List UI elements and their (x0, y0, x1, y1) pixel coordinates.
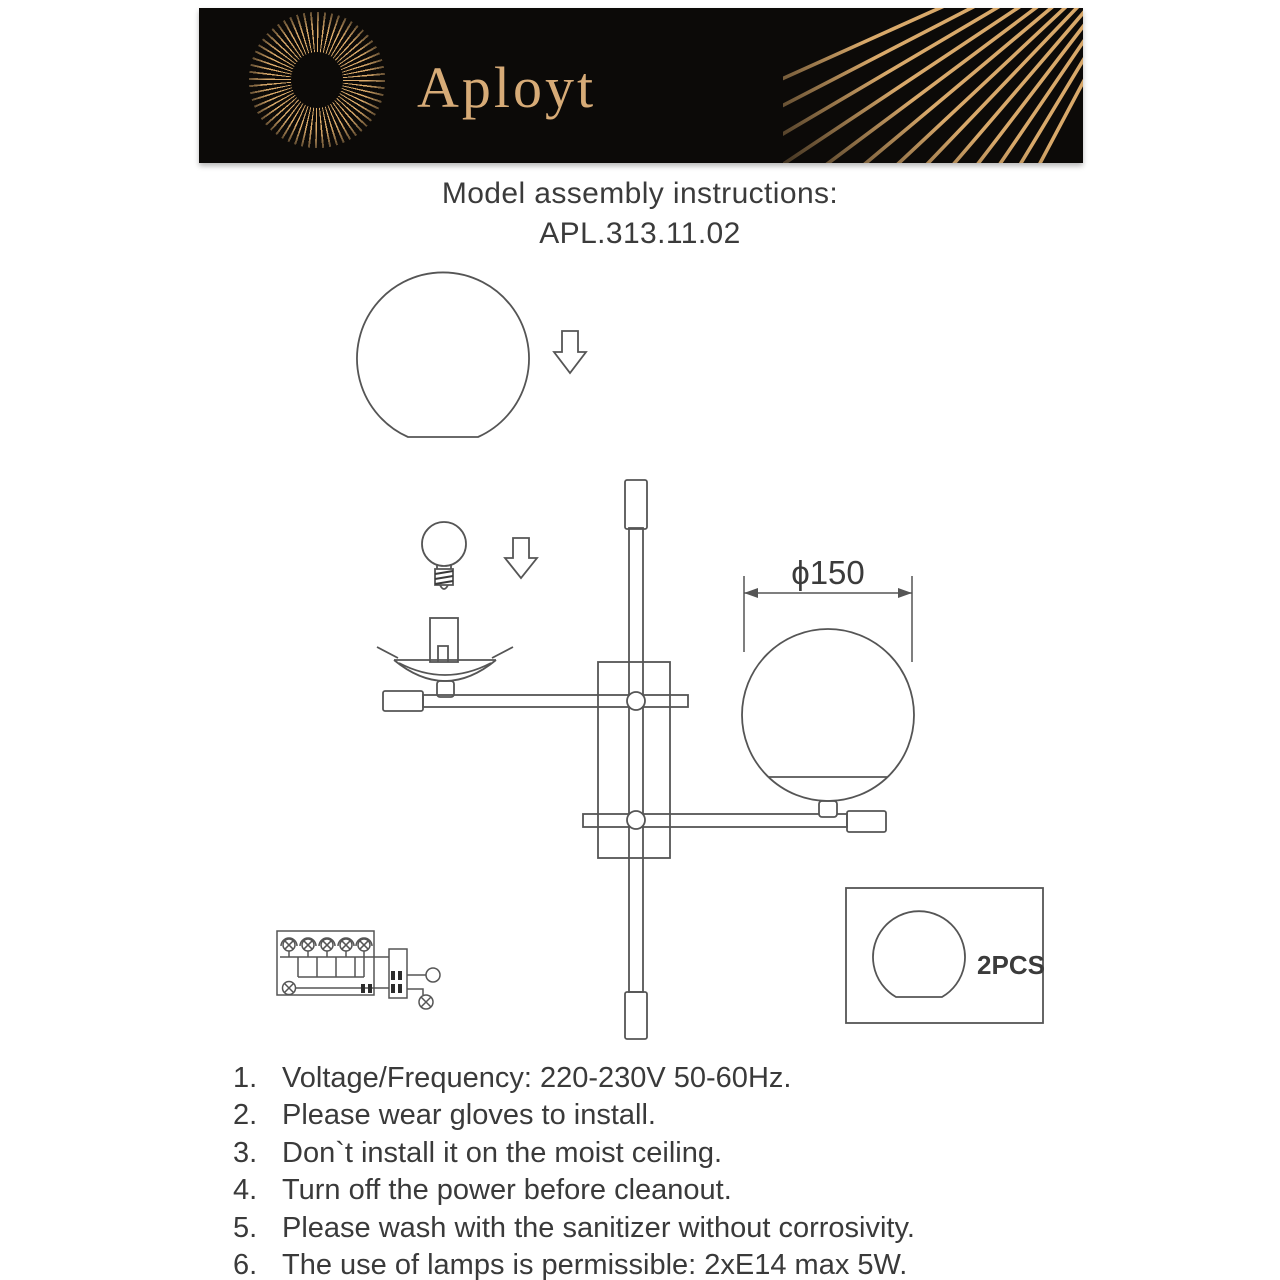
instruction-item (233, 1062, 915, 1099)
instruction-item (233, 1099, 915, 1136)
instruction-text: Voltage/Frequency: 220-230V 50-60Hz. (282, 1062, 792, 1094)
page-title: Model assembly instructions: (441, 177, 839, 210)
instruction-number: 1. (233, 1062, 258, 1094)
lamp-symbols (281, 938, 372, 957)
model-number: APL.313.11.02 (539, 217, 741, 250)
pcs-label: 2PCS (977, 950, 1045, 980)
instruction-number: 4. (233, 1174, 258, 1207)
parts-box (846, 888, 1045, 1023)
down-arrow-icon (505, 538, 537, 578)
instruction-number: 2. (233, 1099, 258, 1132)
bulb-drawing (422, 522, 466, 589)
instruction-item (233, 1212, 915, 1249)
instruction-item (233, 1249, 915, 1280)
diameter-label: ϕ150 (791, 554, 865, 591)
down-arrow-icon (554, 331, 586, 373)
socket-assembly-drawing (377, 618, 513, 697)
instruction-number: 3. (233, 1136, 258, 1169)
glass-globe-drawing (357, 272, 529, 437)
instruction-number: 6. (233, 1248, 258, 1280)
diameter-dimension (744, 554, 912, 662)
instruction-item (233, 1174, 915, 1211)
instruction-text: The use of lamps is permissible: 2xE14 max 5W. (282, 1248, 908, 1280)
wiring-diagram (277, 931, 440, 1009)
instruction-item (233, 1137, 915, 1174)
brand-logotype: Aployt (417, 54, 597, 120)
instruction-text: Please wear gloves to install. (282, 1099, 656, 1132)
instruction-list (233, 1062, 915, 1280)
instruction-number: 5. (233, 1211, 258, 1244)
instruction-text: Please wash with the sanitizer without corrosivity. (282, 1211, 915, 1244)
instruction-text: Don`t install it on the moist ceiling. (282, 1136, 723, 1169)
instruction-text: Turn off the power before cleanout. (282, 1174, 732, 1207)
